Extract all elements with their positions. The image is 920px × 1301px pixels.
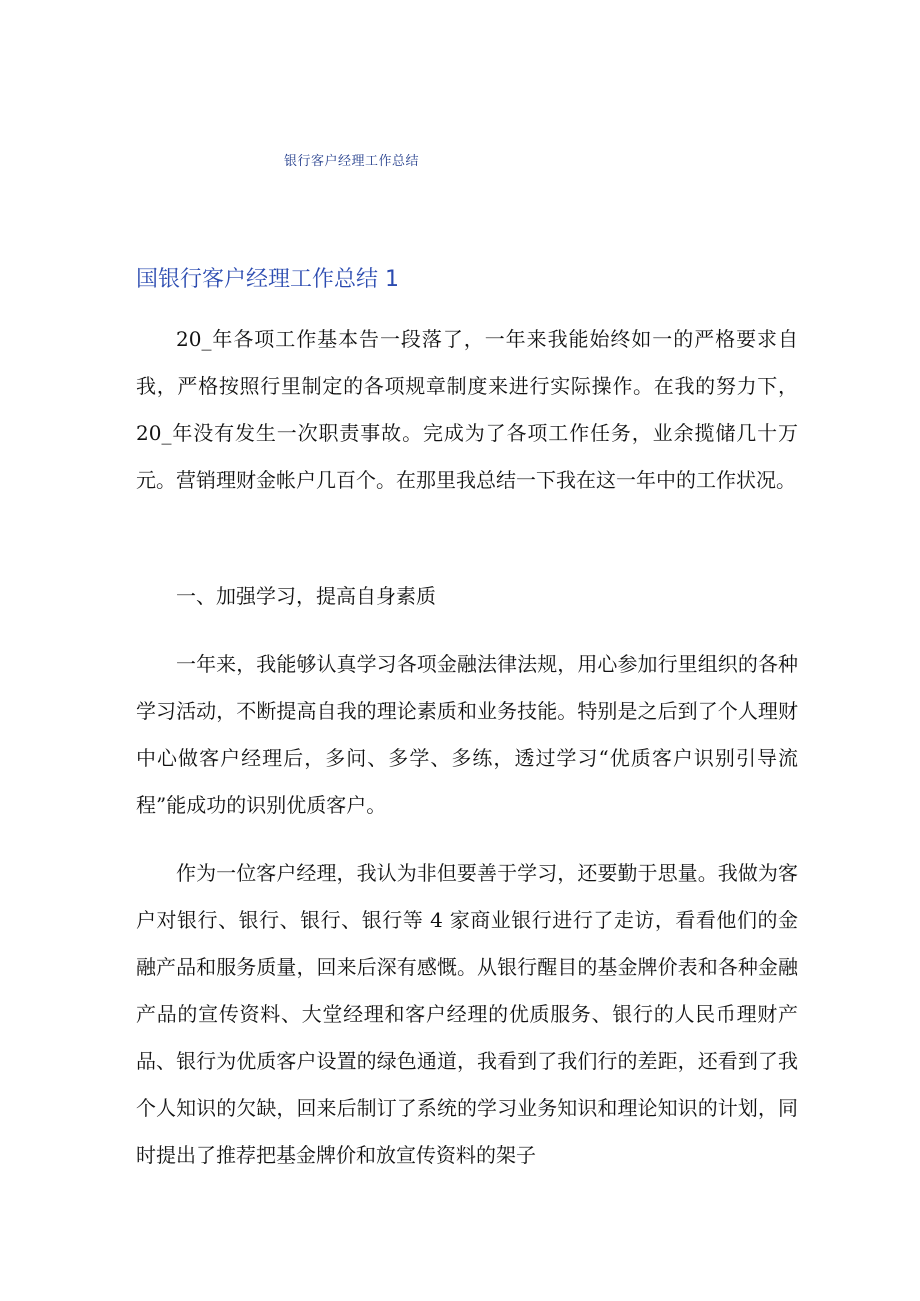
paragraph-intro: 20_年各项工作基本告一段落了，一年来我能始终如一的严格要求自我，严格按照行里制定的各项规章制度来进行实际操作。在我的努力下，20_年没有发生一次职责事故。完成为了各项工作任务，业余揽储几十万元。营销理财金帐户几百个。在那里我总结一下我在这一年中的工作状况。 <box>136 327 798 492</box>
paragraph-reflection: 作为一位客户经理，我认为非但要善于学习，还要勤于思量。我做为客户对银行、银行、银行、银行等 4 家商业银行进行了走访，看看他们的金融产品和服务质量，回来后深有感慨。从银行醒目的基金牌价表和各种金融产品的宣传资料、大堂经理和客户经理的优质服务、银行的人民币理财产品、银行为优质客户设置的绿色通道，我看到了我们行的差距，还看到了我个人知识的欠缺，回来后制订了系统的学习业务知识和理论知识的计划，同时提出了推荐把基金牌价和放宣传资料的架子 <box>136 861 798 1167</box>
section-heading: 国银行客户经理工作总结 1 <box>136 267 399 292</box>
subheading-study: 一、加强学习，提高自身素质 <box>176 584 436 608</box>
document-title: 银行客户经理工作总结 <box>284 154 420 169</box>
paragraph-study: 一年来，我能够认真学习各项金融法律法规，用心参加行里组织的各种学习活动，不断提高自我的理论素质和业务技能。特别是之后到了个人理财中心做客户经理后，多问、多学、多练，透过学习“优质客户识别引导流程”能成功的识别优质客户。 <box>136 652 798 817</box>
